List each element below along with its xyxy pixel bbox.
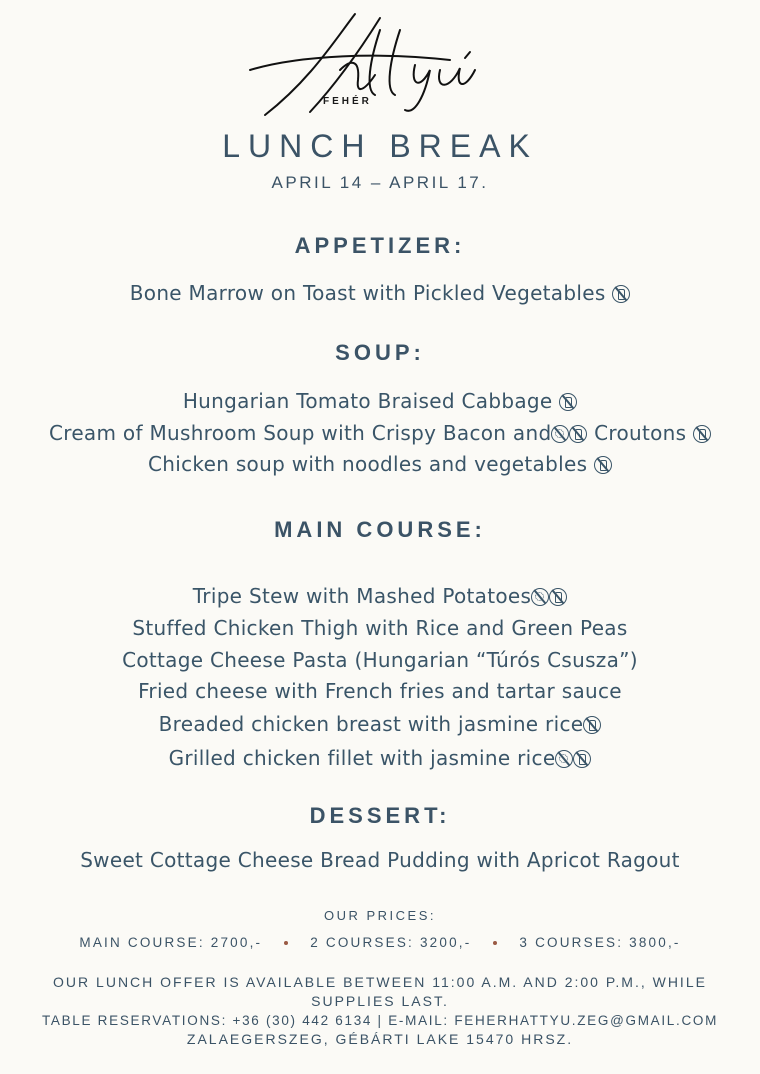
dairy-free-icon (612, 285, 630, 303)
menu-item-label: Cream of Mushroom Soup with Crispy Bacon and (48, 421, 552, 445)
prices-row (0, 935, 760, 950)
gluten-free-icon (555, 750, 573, 768)
logo-subtitle: FEHÉR (323, 96, 372, 107)
gluten-free-icon (551, 425, 569, 443)
menu-item (0, 421, 760, 445)
separator-dot (284, 941, 288, 945)
section-heading-main-course: MAIN COURSE: (274, 517, 486, 542)
menu-item-label: Croutons (594, 421, 687, 445)
menu-item-label: Chicken soup with noodles and vegetables (148, 452, 588, 476)
address-line: ZALAEGERSZEG, GÉBÁRTI LAKE 15470 HRSZ. (186, 1031, 574, 1047)
dairy-free-icon (594, 456, 612, 474)
gluten-free-icon (531, 588, 549, 606)
offer-line-2: SUPPLIES LAST. (311, 993, 449, 1009)
date-range: APRIL 14 – APRIL 17. (271, 173, 489, 192)
menu-item (0, 452, 760, 476)
menu-item-label: Tripe Stew with Mashed Potatoes (192, 584, 532, 608)
menu-item-label: Breaded chicken breast with jasmine rice (158, 712, 584, 736)
hattyu-logo (240, 10, 520, 120)
offer-line: OUR LUNCH OFFER IS AVAILABLE BETWEEN 11:00 A.M. AND 2:00 P.M., WHILE (53, 974, 707, 990)
section-heading-soup: SOUP: (335, 340, 425, 365)
price-main-course: MAIN COURSE: 2700,- (79, 935, 263, 950)
section-heading-appetizer: APPETIZER: (294, 233, 466, 258)
menu-item-label: Hungarian Tomato Braised Cabbage (182, 389, 553, 413)
dairy-free-icon (693, 425, 711, 443)
menu-item (0, 281, 760, 305)
menu-item-label: Grilled chicken fillet with jasmine rice (168, 746, 556, 770)
prices-heading: OUR PRICES: (323, 908, 436, 923)
separator-dot (493, 941, 497, 945)
dairy-free-icon (573, 750, 591, 768)
menu-item: Sweet Cottage Cheese Bread Pudding with Apricot Ragout (80, 848, 680, 872)
menu-item (0, 746, 760, 770)
menu-item (0, 389, 760, 413)
menu-item (0, 584, 760, 608)
dairy-free-icon (583, 716, 601, 734)
dairy-free-icon (569, 425, 587, 443)
menu-item (0, 712, 760, 736)
price-three-courses: 3 COURSES: 3800,- (519, 935, 681, 950)
menu-item: Fried cheese with French fries and tartar sauce (138, 679, 622, 703)
page-title: LUNCH BREAK (222, 128, 538, 164)
reservations-line: TABLE RESERVATIONS: +36 (30) 442 6134 | E-MAIL: FEHERHATTYU.ZEG@GMAIL.COM (41, 1013, 719, 1028)
menu-item: Stuffed Chicken Thigh with Rice and Green Peas (132, 616, 628, 640)
menu-item: Cottage Cheese Pasta (Hungarian “Túrós Csusza”) (122, 648, 638, 672)
menu-item-label: Bone Marrow on Toast with Pickled Vegetables (129, 281, 606, 305)
dairy-free-icon (559, 393, 577, 411)
section-heading-dessert: DESSERT: (309, 803, 451, 828)
price-two-courses: 2 COURSES: 3200,- (310, 935, 472, 950)
dairy-free-icon (549, 588, 567, 606)
